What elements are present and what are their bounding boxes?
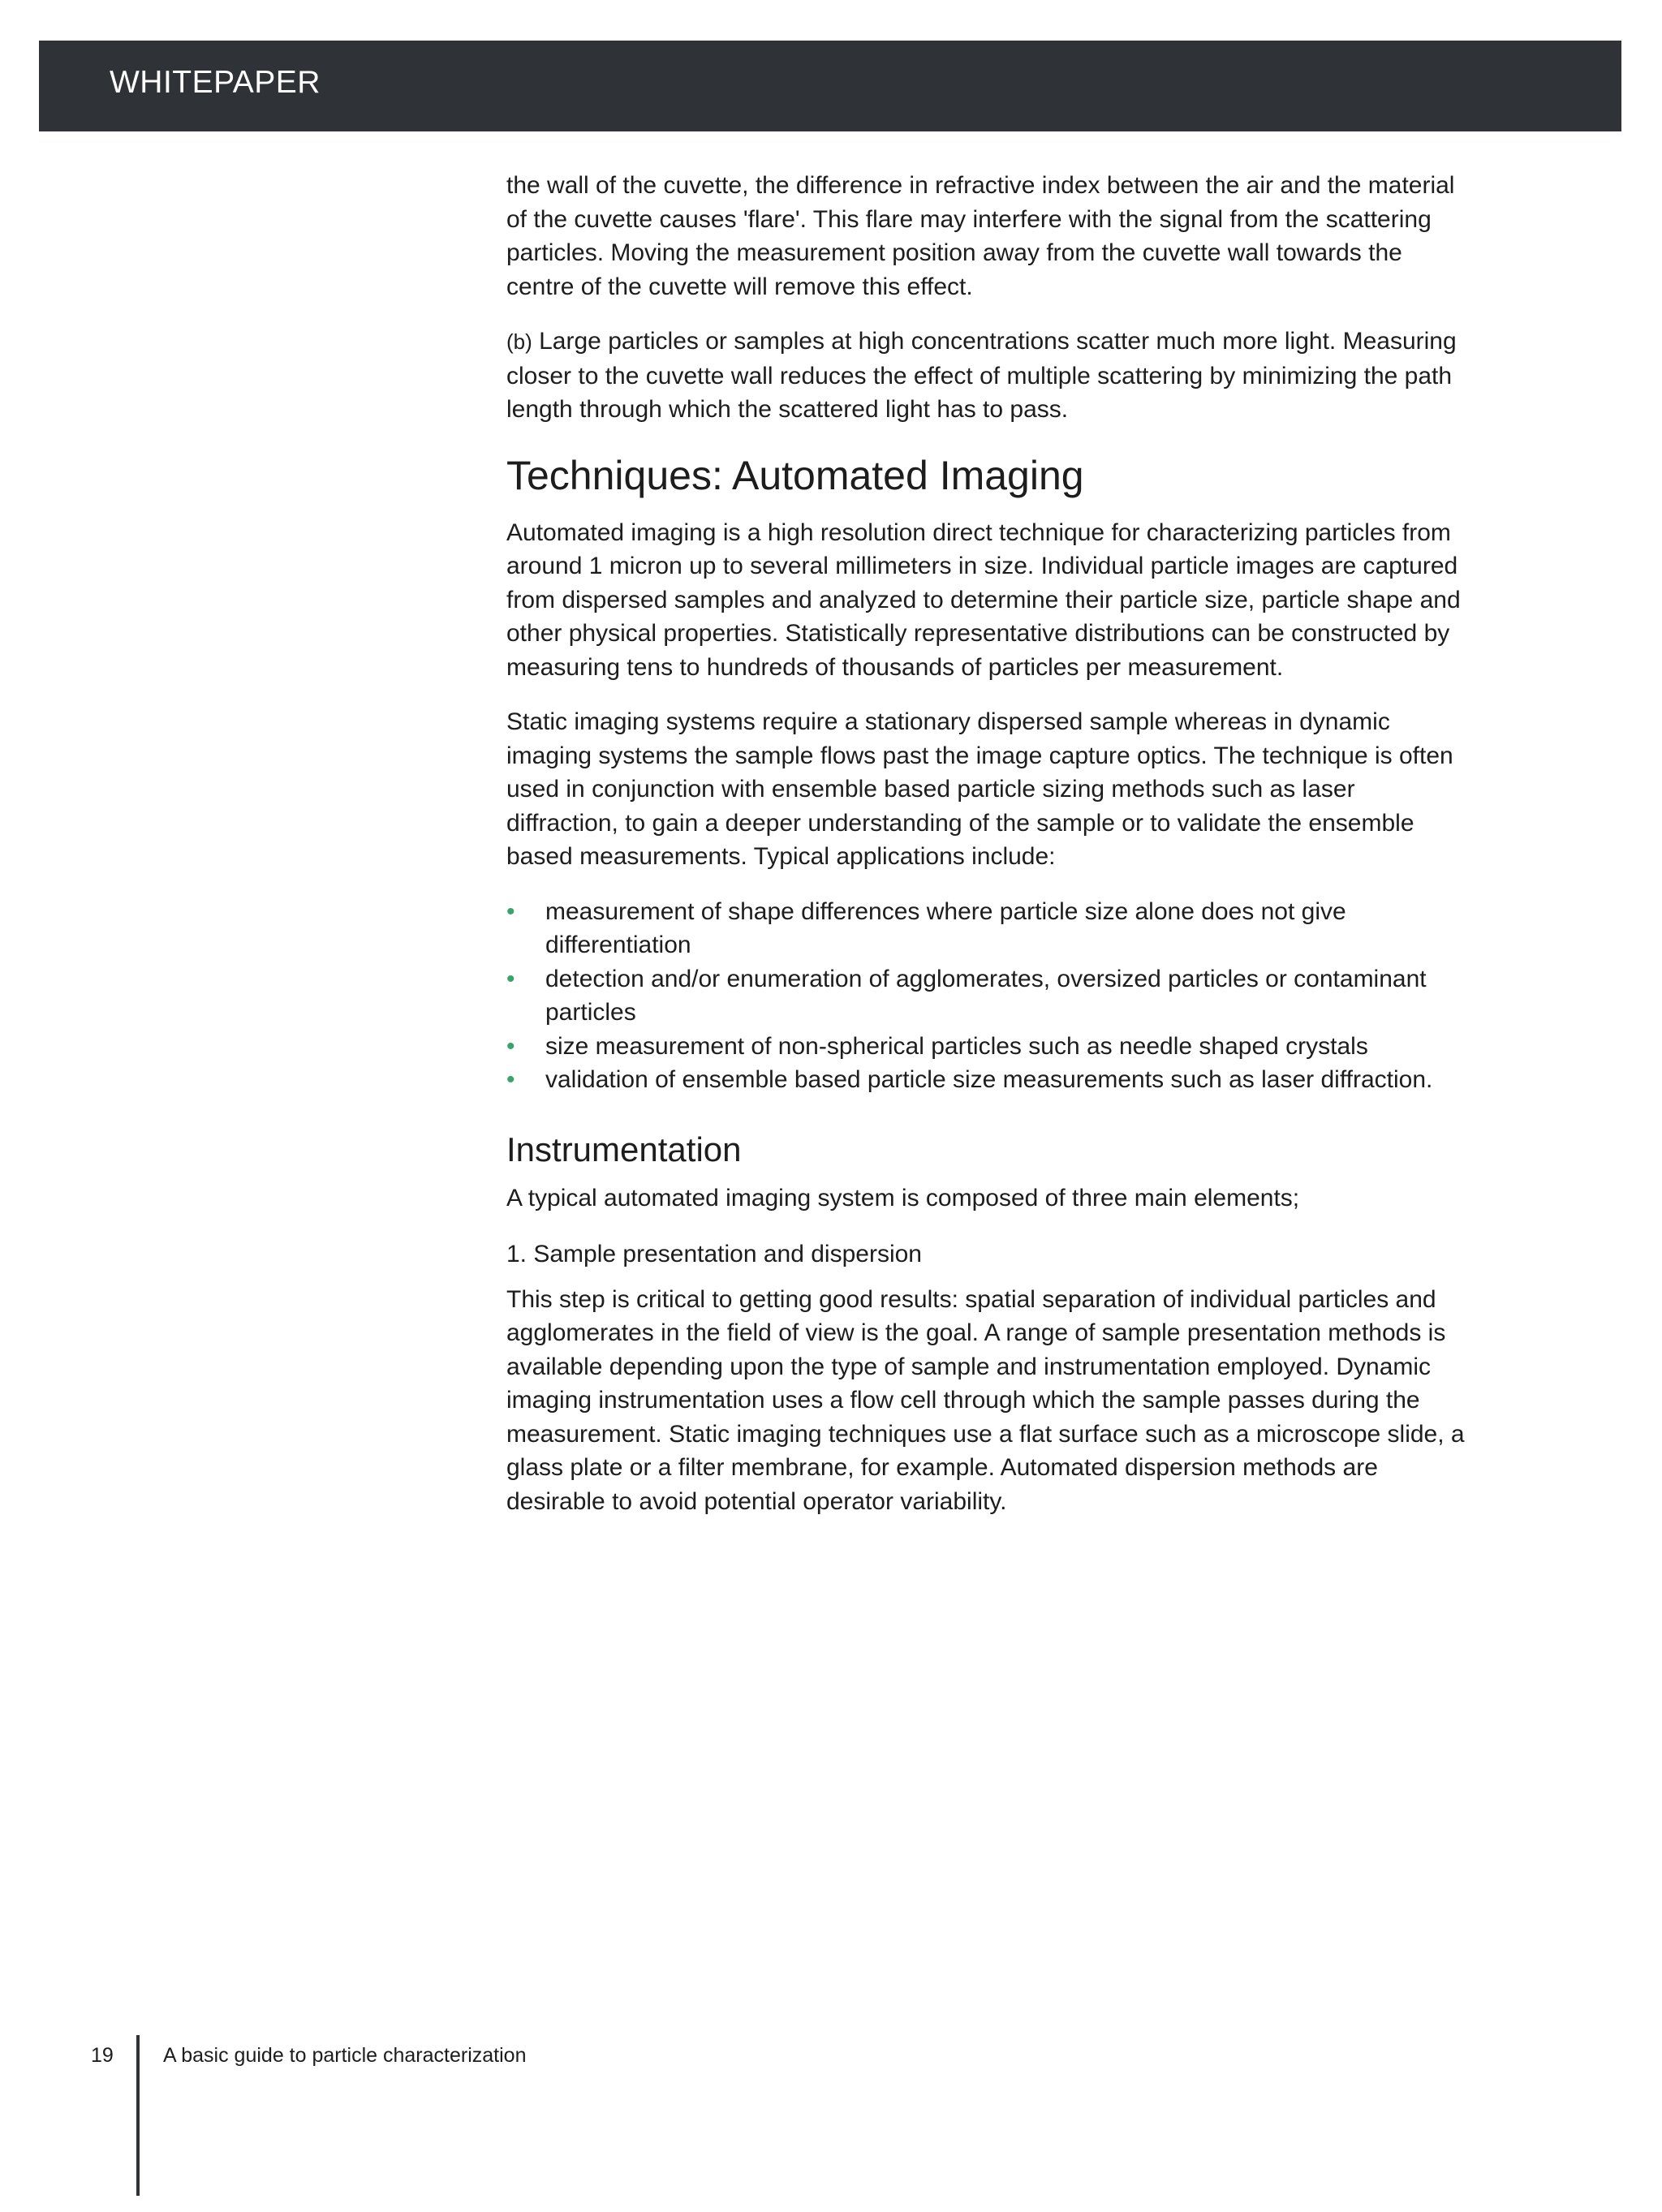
paragraph-label: (b) [506, 329, 532, 354]
list-item-text: detection and/or enumeration of agglomerates, oversized particles or contaminant particles [545, 965, 1427, 1026]
bullet-icon: • [506, 897, 515, 925]
bullet-icon: • [506, 965, 515, 992]
body-paragraph [506, 325, 1469, 427]
bullet-icon: • [506, 1066, 515, 1093]
main-content [506, 169, 1469, 1518]
sub-heading: Instrumentation [506, 1130, 742, 1168]
body-paragraph: This step is critical to getting good results: spatial separation of individual particles and agglomerates in the field of view is the goal. A range of sample presentation methods is available depending upon the type of sample and instrumentation employed. Dynamic imaging instrumentation uses a flow cell through which the sample passes during the measurement. Static imaging techniques use a flat surface such as a microscope slide, a glass plate or a filter membrane, for example. Automated dispersion methods are desirable to avoid potential operator variability. [506, 1285, 1465, 1515]
body-paragraph: A typical automated imaging system is composed of three main elements; [506, 1184, 1300, 1211]
list-item-text: measurement of shape differences where particle size alone does not give differentiation [545, 897, 1346, 958]
list-item [506, 962, 1469, 1030]
body-paragraph: the wall of the cuvette, the difference in refractive index between the air and the material of the cuvette causes 'flare'. This flare may interfere with the signal from the scattering particles. Moving the measurement position away from the cuvette wall towards the centre of the cuvette will remove this effect. [506, 172, 1455, 300]
header-title: WHITEPAPER [110, 65, 321, 100]
header-bar [39, 41, 1621, 131]
list-item [506, 895, 1469, 962]
bullet-icon: • [506, 1032, 515, 1060]
footer-doc-title: A basic guide to particle characterization [163, 2044, 527, 2067]
applications-list [506, 895, 1469, 1097]
step-heading: 1. Sample presentation and dispersion [506, 1241, 922, 1267]
page-number: 19 [91, 2044, 114, 2067]
footer-divider [136, 2035, 140, 2196]
body-paragraph: Static imaging systems require a stationary dispersed sample whereas in dynamic imaging systems the sample flows past the image capture optics. The technique is often used in conjunction with ensemble based particle sizing methods such as laser diffraction, to gain a deeper understanding of the sample or to validate the ensemble based measurements. Typical applications include: [506, 708, 1453, 870]
body-paragraph: Automated imaging is a high resolution direct technique for characterizing particles from around 1 micron up to several millimeters in size. Individual particle images are captured from dispersed samples and analyzed to determine their particle size, particle shape and other physical properties. Statistically representative distributions can be constructed by measuring tens to hundreds of thousands of particles per measurement. [506, 519, 1461, 681]
section-heading: Techniques: Automated Imaging [506, 452, 1084, 498]
list-item-text: validation of ensemble based particle size measurements such as laser diffraction. [545, 1066, 1433, 1093]
list-item-text: size measurement of non-spherical particles such as needle shaped crystals [545, 1032, 1368, 1060]
list-item [506, 1063, 1469, 1097]
paragraph-text: Large particles or samples at high concentrations scatter much more light. Measuring closer to the cuvette wall reduces the effect of multiple scattering by minimizing the path length through which the scattered light has to pass. [506, 328, 1457, 423]
list-item [506, 1030, 1469, 1064]
